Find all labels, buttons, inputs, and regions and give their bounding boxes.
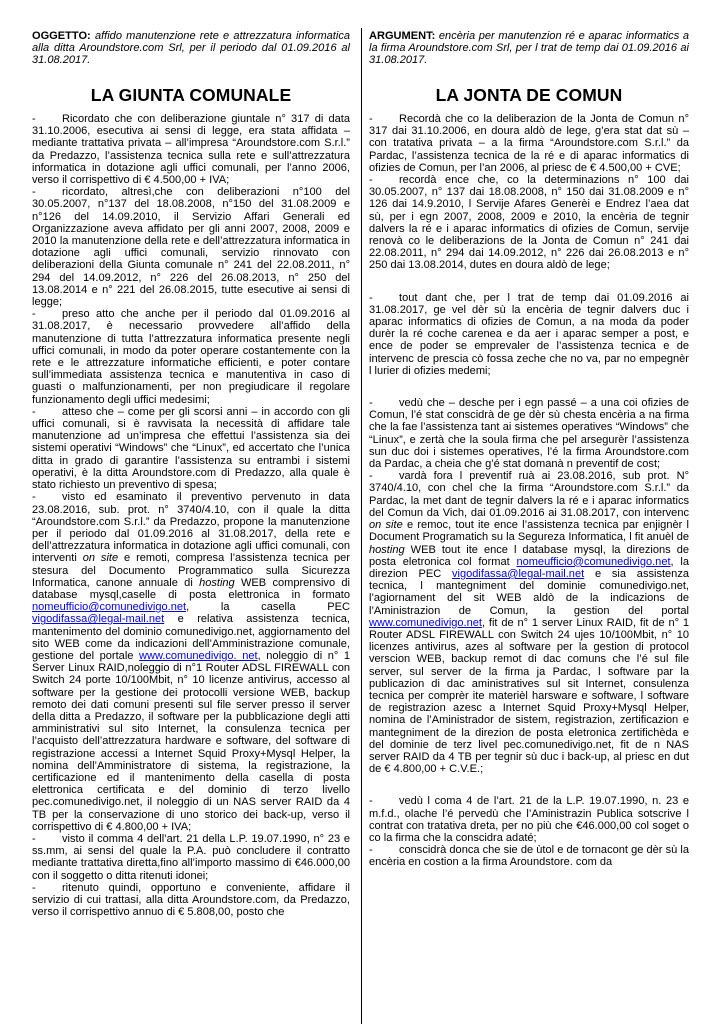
- website-link-it[interactable]: www.comunedivigo. net: [139, 649, 258, 662]
- paragraph-it-7-text: ritenuto quindi, opportuno e conveniente, affidare il servizio di cui trattasi, alla ditta Aroundstore.com, da Predazzo, verso il corrispettivo annuo di € 5.808,00, posto che: [32, 881, 350, 919]
- paragraph-lld-3-text: tout dant che, per l trat de temp dai 01.09.2016 ai 31.08.2017, ge vel dèr sù la encèria de tegnir dalvers duc i aparac informatics di ofizies de Comun, a na moda da poder durèr la ré coche carenea e da aer i aparac semper a post, e ence de poder se emprevaler de l’assistenza tecnica e de intervenc de prescia cò fossa zeche che no va, par no empegnèr l lurier di ofizies medemi;: [369, 291, 689, 377]
- paragraph-lld-5-text-f: , fit de n° 1 server Linux RAID, fit de n° 1 Router ADSL FIREWALL con Switch 24 ujes 10/100Mbit, n° 10 licenzes antivirus, azes al software per la gestion di protocol verscion WEB, backup remot di dac comuns che l’é sul file server, sul server de la firma ja Pardac, l software par la publicazion di dac aministratives sul sit Internet, consulenza tecnica per comprèr ite materièl harsware e software, l software de registrazion azesc a Internet Squid Proxy+Mysql Helper, nomina de l’Aministrador de sistem, registrazion, zertificazion e mantegniment de la direzion de posta eletronica zertifichèda e del dominie de terz livel pec.comunedivigo.net, fit de n NAS server RAID da 4 TB per tegnir sù duc i back-up, al priesc en dut de € 4.800,00 + C.V.E.;: [369, 616, 689, 776]
- paragraph-it-5-text-e: e relativa assistenza tecnica, mantenimento del dominio comunedivigo.net, aggiornamento del sito WEB come da indicazioni dell’Amministrazione comunale, gestione del portale: [32, 613, 350, 662]
- paragraph-lld-7: - conscidrà donca che sie de ùtol e de tornacont ge dèr sù la encèria en costion a la firma Aroundstore. com da: [369, 844, 689, 869]
- paragraph-it-4: - atteso che – come per gli scorsi anni – in accordo con gli uffici comunali, si è ravvisata la necessità di affidare tale manutenzione ad un’impresa che effettui l’assistenza sia dei sistemi operativi “Windows” che “Linux”, ed accertato che l’unica ditta in grado di garantire l’assistenza su entrambi i sistemi operativi, è la ditta Aroundstore.com di Predazzo, alla quale è stato richiesto un preventivo di spesa;: [32, 405, 350, 492]
- email-link-office-it[interactable]: nomeufficio@comunedivigo.net: [32, 601, 187, 614]
- subject-text-lld: encèria per manutenzion ré e aparac informatics a la firma Aroundstore.com Srl, per l trat de temp dai 01.09.2016 ai 31.08.2017.: [369, 30, 689, 67]
- paragraph-it-5-text-c: WEB comprensivo di database mysql,caselle di posta elettronica in formato: [32, 576, 350, 601]
- website-link-lld[interactable]: www.comunedivigo.net: [369, 616, 482, 629]
- subject-text-it: affido manutenzione rete e attrezzatura informatica alla ditta Aroundstore.com Srl, per il periodo dal 01.09.2016 al 31.08.2017.: [32, 30, 350, 67]
- italian-column: [32, 30, 350, 918]
- email-link-office-lld[interactable]: nomeufficio@comunedivigo.net: [516, 555, 671, 568]
- paragraph-lld-5-text-c: WEB tout ite ence l database mysql, la direzions de posta eletronica col format: [369, 543, 689, 568]
- paragraph-it-5-text-f: , noleggio di n° 1 Server Linux RAID,noleggio di n°1 Router ADSL FIREWALL con Switch 24 porte 10/100Mbit, n° 10 licenze antivirus, accesso al software per la gestione dei protocolli versione WEB, backup remoto dei dati comuni presenti sul file server presso il server della ditta a Predazzo, il software per la pubblicazione degli atti amministrativi sul sito Internet, la consulenza tecnica per l’acquisto dell’attrezzatura hardware e software, del software di registrazione accessi a Internet Squid Proxy+Mysql Helper, la nomina dell’Amministratore di sistema, la registrazione, la certificazione ed il mantenimento della casella di posta elettronica certificata e del dominio di terzo livello pec.comunedivigo.net, il noleggio di un NAS server RAID da 4 TB per la conservazione di uno storico dei back-up, verso il corrispettivo di € 4.800,00 + IVA;: [32, 649, 350, 833]
- paragraph-it-5-text-d: , la casella PEC: [186, 601, 350, 614]
- subject-label-it: OGGETTO:: [32, 30, 91, 42]
- on-site-term-lld: on site: [369, 519, 403, 532]
- paragraph-it-4-text: atteso che – come per gli scorsi anni – in accordo con gli uffici comunali, si è ravvisata la necessità di affidare tale manutenzione ad un’impresa che effettui l’assistenza sia dei sistemi operativi “Windows” che “Linux”, ed accertato che l’unica ditta in grado di garantire l’assistenza su entrambi i sistemi operativi, è la ditta Aroundstore.com di Predazzo, alla quale è stato richiesto un preventivo di spesa;: [32, 405, 350, 492]
- paragraph-it-7: - ritenuto quindi, opportuno e conveniente, affidare il servizio di cui trattasi, alla ditta Aroundstore.com, da Predazzo, verso il corrispettivo annuo di € 5.808,00, posto che: [32, 881, 350, 919]
- paragraph-it-3-text: preso atto che anche per il periodo dal 01.09.2016 al 31.08.2017, è necessario provvedere all’affido della manutenzione di tutta l’attrezzatura informatica presente negli uffici comunali, in modo da poter operare costantemente con la rete e le attrezzature informatiche efficienti, e poter contare sull’immediata assistenza tecnica e manutentiva in caso di guasti o malfunzionamenti, per non pregiudicare il regolare funzionamento degli uffici medesimi;: [32, 308, 350, 406]
- ladin-column: [369, 30, 689, 869]
- paragraph-lld-5-text-a: vardà fora l preventif ruà ai 23.08.2016, sub prot. N° 3740/4.10, con chel che la firma “Aroundstore.com S.r.l.” da Pardac, la met dant de tegnir dalvers la ré e i aparac informatics del Comun da Vich, dai 01.09.2016 ai 31.08.2017, con intervenc: [369, 470, 689, 519]
- email-link-pec-lld[interactable]: vigodifassa@legal-mail.net: [451, 567, 585, 580]
- paragraph-lld-2-text: recordà ence che, co la determinazions n° 100 dai 30.05.2007, n° 137 dai 18.08.2008, n° 150 dai 31.08.2009 e n° 126 dai 14.9.2010, l Servije Afares Generèi e Endrez l’aea dat sù, per i egn 2007, 2008, 2009 e 2010, la encèria de tegnir dalvers la ré e i aparac informatics di ofizies de Comun, servije renovà co le deliberazions de la Jonta de Comun n° 241 dai 22.08.2011, n° 294 dai 14.09.2012, n° 226 dai 26.08.2013 e n° 250 dai 13.08.2014, dutes en doura aldò de lege;: [369, 174, 689, 272]
- heading-lld: LA JONTA DE COMUN: [435, 85, 623, 105]
- paragraph-it-5: - visto ed esaminato il preventivo pervenuto in data 23.08.2016, sub. prot. n° 3740/4.10, con il quale la ditta “Aroundstore.com S.r.l.” da Predazzo, propone la manutenzione per il periodo dal 01.09.2016 al 31.08.2017, della rete e dell’attrezzatura informatica in dotazione agli uffici comunali, con interventi on site e remoti, compresa l’assistenza tecnica per stesura del Documento Programmatico sulla Sicurezza Informatica, canone annuale di hosting WEB comprensivo di database mysql,caselle di posta elettronica in formato nomeufficio@comunedivigo.net, la casella PEC vigodifassa@legal-mail.net e relativa assistenza tecnica, mantenimento del dominio comunedivigo.net, aggiornamento del sito WEB come da indicazioni dell’Amministrazione comunale, gestione del portale www.comunedivigo. net, noleggio di n° 1 Server Linux RAID,noleggio di n°1 Router ADSL FIREWALL con Switch 24 porte 10/100Mbit, n° 10 licenze antivirus, accesso al software per la gestione dei protocolli versione WEB, backup remoto dei dati comuni presenti sul file server presso il server della ditta a Predazzo, il software per la pubblicazione degli atti amministrativi sul sito Internet, la consulenza tecnica per l’acquisto dell’attrezzatura hardware e software, del software di registrazione accessi a Internet Squid Proxy+Mysql Helper, la nomina dell’Amministratore di sistema, la registrazione, la certificazione ed il mantenimento della casella di posta elettronica certificata e del dominio di terzo livello pec.comunedivigo.net, il noleggio di un NAS server RAID da 4 TB per la conservazione di uno storico dei back-up, verso il corrispettivo di € 4.800,00 + IVA;: [32, 491, 350, 833]
- paragraph-lld-2: - recordà ence che, co la determinazions n° 100 dai 30.05.2007, n° 137 dai 18.08.2008, n° 150 dai 31.08.2009 e n° 126 dai 14.9.2010, l Servije Afares Generèi e Endrez l’aea dat sù, per i egn 2007, 2008, 2009 e 2010, la encèria de tegnir dalvers la ré e i aparac informatics di ofizies de Comun, servije renovà co le deliberazions de la Jonta de Comun n° 241 dai 22.08.2011, n° 294 dai 14.09.2012, n° 226 dai 26.08.2013 e n° 250 dai 13.08.2014, dutes en doura aldò de lege;: [369, 174, 689, 272]
- paragraph-it-6-text: visto il comma 4 dell’art. 21 della L.P. 19.07.1990, n° 23 e ss.mm, ai sensi del quale la P.A. può concludere il contratto mediante trattativa diretta,fino all’importo massimo di €46.000,00 con il soggetto o ditta ritenuti idonei;: [32, 832, 350, 882]
- heading-it: LA GIUNTA COMUNALE: [90, 85, 292, 105]
- paragraph-it-1: - Ricordato che con deliberazione giuntale n° 317 di data 31.10.2006, esecutiva ai sensi di legge, era stata affidata – mediante trattativa privata – all’impresa “Aroundstore.com S.r.l.” da Predazzo, l’assistenza tecnica sulla rete e sull’attrezzatura informatica in dotazione agli uffici comunali, per l’anno 2006, verso il corrispettivo di € 4.500,00 + IVA;: [32, 113, 350, 187]
- paragraph-lld-5-text-b: e remoc, tout ite ence l’assistenza tecnica par enjignèr l Document Programatich su la Segureza Informatica, l fit anuèl de: [369, 519, 689, 544]
- on-site-term-it: on site: [82, 552, 119, 565]
- paragraph-lld-5: - vardà fora l preventif ruà ai 23.08.2016, sub prot. N° 3740/4.10, con chel che la firma “Aroundstore.com S.r.l.” da Pardac, la met dant de tegnir dalvers la ré e i aparac informatics del Comun da Vich, dai 01.09.2016 ai 31.08.2017, con intervenc on site e remoc, tout ite ence l’assistenza tecnica par enjignèr l Document Programatich su la Segureza Informatica, l fit anuèl de hosting WEB tout ite ence l database mysql, la direzions de posta eletronica col format nomeufficio@comunedivigo.net, la direzion PEC vigodifassa@legal-mail.net e sia assistenza tecnica, l mantegniment del dominie comunedivigo.net, l’agiornament del sit WEB aldò de la indicazions de l’Aministrazion de Comun, la gestion del portal www.comunedivigo.net, fit de n° 1 server Linux RAID, fit de n° 1 Router ADSL FIREWALL con Switch 24 ujes 10/100Mbit, n° 10 licenzes antivirus, azes al software per la gestion di protocol verscion WEB, backup remot di dac comuns che l’é sul file server, sul server de la firma ja Pardac, l software par la publicazion di dac aministratives sul sit Internet, consulenza tecnica per comprèr ite materièl harsware e software, l software de registrazion azesc a Internet Squid Proxy+Mysql Helper, nomina de l’Aministrador de sistem, registrazion, zertificazion e mantegniment de la direzion de posta eletronica zertifichèda e del dominie de terz livel pec.comunedivigo.net, fit de n NAS server RAID da 4 TB per tegnir sù duc i back-up, al priesc en dut de € 4.800,00 + C.V.E.;: [369, 470, 689, 776]
- paragraph-lld-4-text: vedù che – desche per i egn passé – a una coi ofizies de Comun, l’é stat conscidrà de ge dèr sù chesta encèria a na firma che la fae l’assistenza tant ai sistemes operatives “Windows” che “Linux”, e zertà che la soula firma che pel arsegurèr l’assistenza sun duc doi i sistemes operatives, l’é la firma Aroundstore.com da Pardac, a cheia che g’é stat domanà n preventif de cost;: [369, 397, 689, 471]
- paragraph-lld-1-text: Recordà che co la deliberazion de la Jonta de Comun n° 317 dai 31.10.2006, en doura aldò de lege, g’era stat dat sù – con tratativa privata – a la firma “Aroundstore.com S.r.l.” da Pardac, l’assistenza tecnica de la ré e di aparac informatics di ofizies de Comun, per l’an 2006, al priesc de € 4.500,00 + CVE;: [369, 113, 689, 174]
- paragraph-it-2-text: ricordato, altresì,che con deliberazioni n°100 del 30.05.2007, n°137 del 18.08.2008, n°150 del 31.08.2009 e n°126 del 14.09.2010, il Servizio Affari Generali ed Organizzazione aveva affidato per gli anni 2007, 2008, 2009 e 2010 la manutenzione della rete e dell’attrezzatura informatica in dotazione agli uffici comunali, servizio rinnovato con deliberazioni della Giunta comunale n° 241 del 22.08.2011, n° 294 del 14.09.2012, n° 226 del 26.08.2013, n° 250 del 13.08.2014 e n° 221 del 26.08.2015, tutte esecutive ai sensi di legge;: [32, 186, 350, 309]
- paragraph-lld-5-text-e: e sia assistenza tecnica, l mantegniment del dominie comunedivigo.net, l’agiornament del sit WEB aldò de la indicazions de l’Aministrazion de Comun, la gestion del portal: [369, 567, 689, 617]
- subject-it: [32, 30, 350, 85]
- column-divider: [361, 28, 362, 1024]
- paragraph-lld-5-text-d: , la direzion PEC: [369, 555, 689, 580]
- subject-lld: [369, 30, 689, 85]
- paragraph-lld-7-text: conscidrà donca che sie de ùtol e de tornacont ge dèr sù la encèria en costion a la firma Aroundstore. com da: [369, 844, 689, 869]
- paragraph-lld-4: - vedù che – desche per i egn passé – a una coi ofizies de Comun, l’é stat conscidrà de ge dèr sù chesta encèria a na firma che la fae l’assistenza tant ai sistemes operatives “Windows” che “Linux”, e zertà che la soula firma che pel arsegurèr l’assistenza sun duc doi i sistemes operatives, l’é la firma Aroundstore.com da Pardac, a cheia che g’é stat domanà n preventif de cost;: [369, 397, 689, 471]
- paragraph-lld-3: - tout dant che, per l trat de temp dai 01.09.2016 ai 31.08.2017, ge vel dèr sù la encèria de tegnir dalvers duc i aparac informatics di ofizies de Comun, a na moda da poder durèr la ré coche carenea e da aer i aparac semper a post, e ence de poder se emprevaler de l’assistenza tecnica e de intervenc de prescia cò fossa zeche che no va, par no empegnèr l lurier di ofizies medemi;: [369, 291, 689, 377]
- hosting-term-it: hosting: [199, 576, 235, 589]
- paragraph-it-2: - ricordato, altresì,che con deliberazioni n°100 del 30.05.2007, n°137 del 18.08.2008, n°150 del 31.08.2009 e n°126 del 14.09.2010, il Servizio Affari Generali ed Organizzazione aveva affidato per gli anni 2007, 2008, 2009 e 2010 la manutenzione della rete e dell’attrezzatura informatica in dotazione agli uffici comunali, servizio rinnovato con deliberazioni della Giunta comunale n° 241 del 22.08.2011, n° 294 del 14.09.2012, n° 226 del 26.08.2013, n° 250 del 13.08.2014 e n° 221 del 26.08.2015, tutte esecutive ai sensi di legge;: [32, 186, 350, 309]
- email-link-pec-it[interactable]: vigodifassa@legal-mail.net: [32, 613, 165, 626]
- paragraph-it-3: - preso atto che anche per il periodo dal 01.09.2016 al 31.08.2017, è necessario provvedere all’affido della manutenzione di tutta l’attrezzatura informatica presente negli uffici comunali, in modo da poter operare costantemente con la rete e le attrezzature informatiche efficienti, e poter contare sull’immediata assistenza tecnica e manutentiva in caso di guasti o malfunzionamenti, per non pregiudicare il regolare funzionamento degli uffici medesimi;: [32, 308, 350, 406]
- hosting-term-lld: hosting: [369, 543, 405, 556]
- paragraph-lld-1: - Recordà che co la deliberazion de la Jonta de Comun n° 317 dai 31.10.2006, en doura aldò de lege, g’era stat dat sù – con tratativa privata – a la firma “Aroundstore.com S.r.l.” da Pardac, l’assistenza tecnica de la ré e di aparac informatics di ofizies de Comun, per l’an 2006, al priesc de € 4.500,00 + CVE;: [369, 113, 689, 174]
- paragraph-it-5-text-a: visto ed esaminato il preventivo pervenuto in data 23.08.2016, sub. prot. n° 3740/4.10, con il quale la ditta “Aroundstore.com S.r.l.” da Predazzo, propone la manutenzione per il periodo dal 01.09.2016 al 31.08.2017, della rete e dell’attrezzatura informatica in dotazione agli uffici comunali, con interventi: [32, 491, 350, 565]
- paragraph-lld-6: - vedù l coma 4 de l’art. 21 de la L.P. 19.07.1990, n. 23 e m.f.d., olache l’é pervedù che l’Aministrazin Publica sotscrive l contrat con tratativa dreta, per no più che €46.000,00 col soget o co la firma che la conscidra adaté;: [369, 795, 689, 844]
- paragraph-it-6: - visto il comma 4 dell’art. 21 della L.P. 19.07.1990, n° 23 e ss.mm, ai sensi del quale la P.A. può concludere il contratto mediante trattativa diretta,fino all’importo massimo di €46.000,00 con il soggetto o ditta ritenuti idonei;: [32, 832, 350, 882]
- paragraph-it-5-text-b: e remoti, compresa l’assistenza tecnica per stesura del Documento Programmatico sulla Sicurezza Informatica, canone annuale di: [32, 552, 350, 589]
- subject-label-lld: ARGUMENT:: [369, 30, 436, 42]
- paragraph-lld-6-text: vedù l coma 4 de l’art. 21 de la L.P. 19.07.1990, n. 23 e m.f.d., olache l’é pervedù che l’Aministrazin Publica sotscrive l contrat con tratativa dreta, per no più che €46.000,00 col soget o co la firma che la conscidra adaté;: [369, 795, 689, 844]
- paragraph-it-1-text: Ricordato che con deliberazione giuntale n° 317 di data 31.10.2006, esecutiva ai sensi di legge, era stata affidata – mediante trattativa privata – all’impresa “Aroundstore.com S.r.l.” da Predazzo, l’assistenza tecnica sulla rete e sull’attrezzatura informatica in dotazione agli uffici comunali, per l’anno 2006, verso il corrispettivo di € 4.500,00 + IVA;: [32, 113, 350, 187]
